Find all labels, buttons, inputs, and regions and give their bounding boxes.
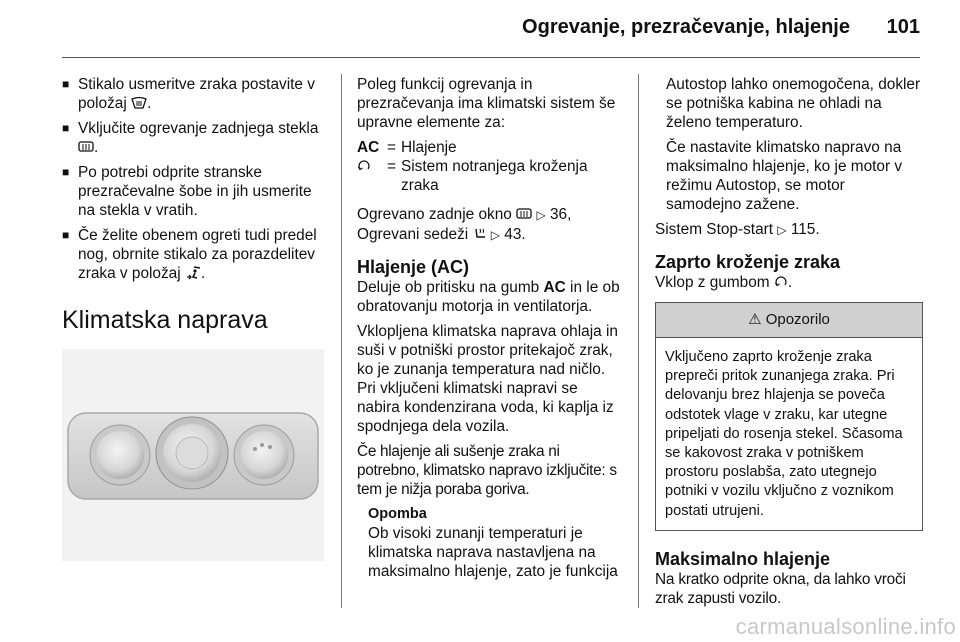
rear-window-heater-icon [516,207,532,221]
bullet-marker: ■ [62,228,70,242]
ac-label: AC [543,279,566,296]
column-left [62,75,324,561]
page-link[interactable]: 43. [504,226,526,243]
page-title: Ogrevanje, prezračevanje, hlajenje [522,16,850,38]
page-header [62,0,920,58]
warning-box [655,302,923,531]
definition-row: AC = Hlajenje [357,139,457,156]
warning-text: Vključeno zaprto kroženje zraka prepreči pritok zunanjega zraka. Pri delovanju brez hlajenja se poveča odstotek vlage v zraku, kar utegne pripeljati do rosenja stekel. Sčasoma se kakovost zraka v potniškem prostoru poslabša, zato utegnejo potniki v vozilu vključno z voznikom postati utrujeni. [665,349,903,519]
note-text: Ob visoki zunanji temperaturi je klimatska naprava nastavljena na maksimalno hlajenje, zato je funkcija [368,525,618,580]
windscreen-defrost-icon [131,96,147,110]
bullet-list [62,75,324,283]
page-reference-arrow-icon: ▷ [490,228,501,242]
paragraph: Autostop lahko onemogočena, dokler se potniška kabina ne ohladi na želeno temperaturo. [666,76,921,131]
page-link[interactable]: 36, [549,206,572,223]
control-definitions [357,138,623,195]
page-reference-arrow-icon: ▷ [536,208,546,222]
list-item: ■ Po potrebi odprite stranske prezračevalne šobe in jih usmerite na stekla v vratih. [62,164,312,219]
paragraph: Na kratko odprite okna, da lahko vroči zrak zapusti vozilo. [655,570,906,607]
cross-reference: Ogrevano zadnje okno ▷ 36, [357,206,572,223]
list-item: ■ Stikalo usmeritve zraka postavite v položaj . [62,76,315,112]
intro-paragraph: Poleg funkcij ogrevanja in prezračevanja ima klimatski sistem še upravne elemente za: [357,76,616,131]
watermark-url: carmanualsonline.info [735,614,956,639]
page-link[interactable]: 115. [790,221,820,238]
definition-row: = Sistem notranjega kroženja zraka [357,157,623,195]
recirculation-icon [357,159,371,173]
warning-triangle-icon: ⚠ [748,311,762,328]
paragraph: Deluje ob pritisku na gumb AC in le ob obratovanju motorja in ventilatorja. [357,279,620,315]
climate-control-panel-image [62,349,324,561]
paragraph: Vklopljena klimatska naprava ohlaja in suši v potniški prostor pritekajoč zrak, ko je zunanja temperatura nad ničlo. Pri vključeni klimatski napravi se nabira kondenzirana voda, ki kaplja iz spodnjega dela vozila. [357,323,618,435]
recirculation-icon [774,275,788,289]
bullet-marker: ■ [62,77,70,91]
heading-max-cooling: Maksimalno hlajenje [655,548,831,569]
heading-ac: Hlajenje (AC) [357,257,470,277]
column-middle [357,75,623,581]
section-title: Klimatska naprava [62,306,268,334]
heated-seat-icon [473,227,487,241]
bullet-marker: ■ [62,121,70,135]
heading-recirculation: Zaprto kroženje zraka [655,252,841,272]
note-title: Opomba [368,506,427,522]
paragraph: Če nastavite klimatsko napravo na maksimalno hlajenje, ko je motor v režimu Autostop, se motor samodejno zažene. [666,139,903,213]
paragraph: Če hlajenje ali sušenje zraka ni potrebno, klimatsko napravo izklјučite: s tem je nižja poraba goriva. [357,443,617,498]
rear-window-heater-icon [78,140,94,154]
cross-reference: Ogrevani sedeži ▷ 43. [357,226,526,243]
footwell-windscreen-icon [185,266,201,280]
paragraph: Vklop z gumbom . [655,274,793,291]
list-item: ■ Če želite obenem ogreti tudi predel nog, obrnite stikalo za porazdelitev zraka v položaj . [62,227,317,282]
column-right [655,75,923,608]
note-box [357,505,623,581]
warning-header: ⚠ Opozorilo [656,303,922,338]
definition-term [357,157,387,195]
definition-term: AC [357,139,380,156]
page-reference-arrow-icon: ▷ [777,223,787,237]
list-item: ■ Vključite ogrevanje zadnjega stekla . [62,120,319,156]
page-number: 101 [886,16,920,38]
column-divider [341,74,342,608]
cross-reference: Sistem Stop-start ▷ 115. [655,221,820,238]
bullet-marker: ■ [62,165,70,179]
column-divider [638,74,639,608]
